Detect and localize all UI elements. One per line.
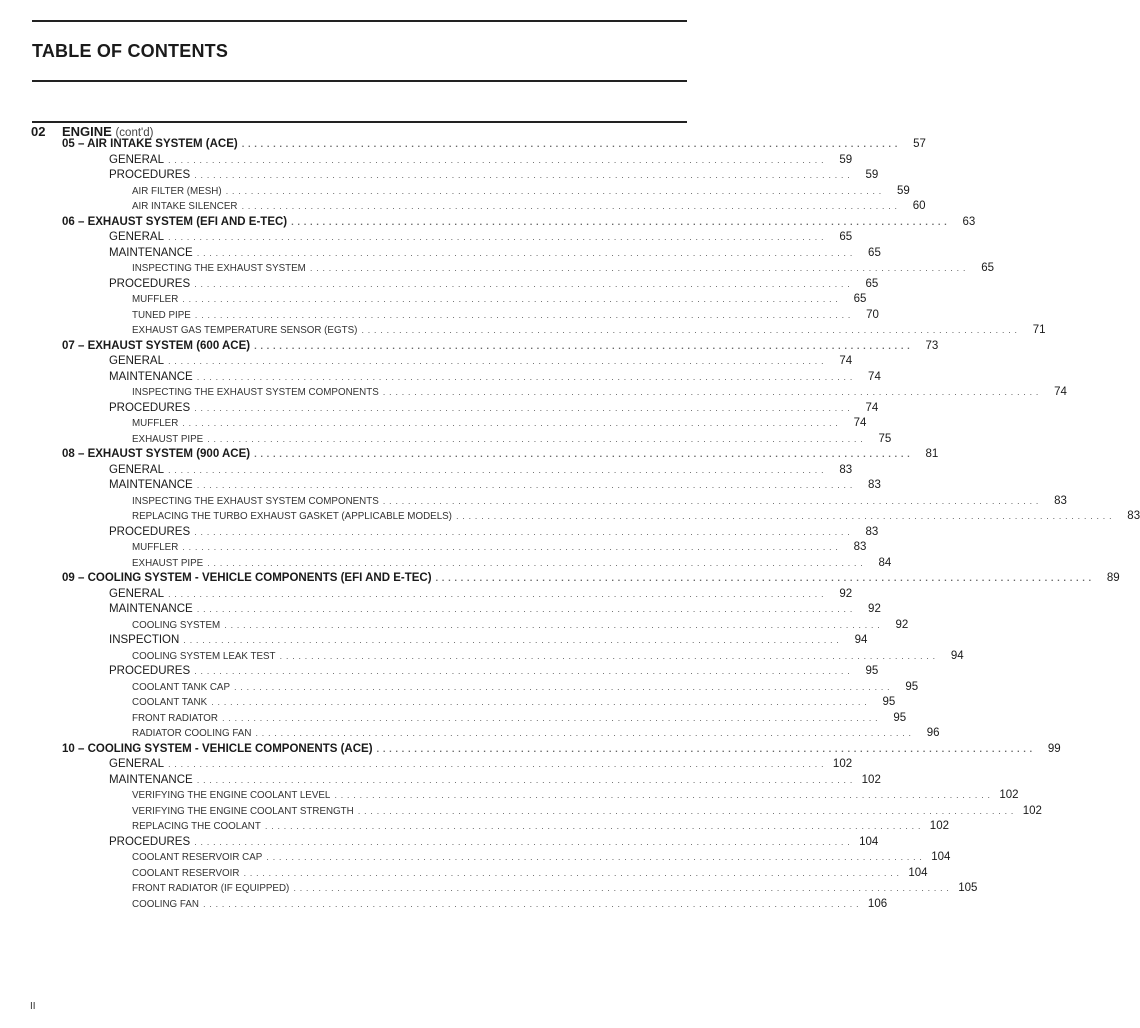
- toc-entry-page: 65: [868, 246, 881, 259]
- toc-entry-page: 65: [839, 231, 853, 243]
- toc-entry-page: 74: [1054, 386, 1067, 398]
- toc-section-entry[interactable]: [109, 634, 868, 650]
- toc-dot-leader: . . . . . . . . . . . . . . . . . . . . . . . . . . . . . . . . . . . . . . . . . . . . . . . . . . . . . . . . . . . . . . . . . . . . . . . . . . . . . . . . . . . . . . . . . . . . . . . . . . . . . . . . .: [207, 557, 864, 569]
- toc-section-entry[interactable]: [109, 277, 879, 294]
- toc-dot-leader: . . . . . . . . . . . . . . . . . . . . . . . . . . . . . . . . . . . . . . . . . . . . . . . . . . . . . . . . . . . . . . . . . . . . . . . . . . . . . . . . . . . . . . . . . . . . . . . . . . . . . . . . .: [435, 573, 1092, 584]
- toc-entry-label: GENERAL: [109, 758, 164, 770]
- toc-chapter-entry[interactable]: [62, 742, 1061, 759]
- toc-dot-leader: . . . . . . . . . . . . . . . . . . . . . . . . . . . . . . . . . . . . . . . . . . . . . . . . . . . . . . . . . . . . . . . . . . . . . . . . . . . . . . . . . . . . . . . . . . . . . . . . . . . . . . . . .: [293, 883, 950, 894]
- toc-entry-label: GENERAL: [109, 153, 164, 166]
- toc-entry-page: 83: [1054, 494, 1067, 507]
- toc-entry-label: REPLACING THE COOLANT: [132, 821, 261, 832]
- section-number: 02: [31, 124, 46, 139]
- toc-dot-leader: . . . . . . . . . . . . . . . . . . . . . . . . . . . . . . . . . . . . . . . . . . . . . . . . . . . . . . . . . . . . . . . . . . . . . . . . . . . . . . . . . . . . . . . . . . . . . . . . . . . . . . . . .: [196, 247, 853, 259]
- toc-section-entry[interactable]: [109, 758, 853, 774]
- toc-entry-page: 73: [925, 339, 939, 352]
- toc-entry-page: 102: [999, 789, 1019, 801]
- toc-dot-leader: . . . . . . . . . . . . . . . . . . . . . . . . . . . . . . . . . . . . . . . . . . . . . . . . . . . . . . . . . . . . . . . . . . . . . . . . . . . . . . . . . . . . . . . . . . . . . . . . . . . . . . . . .: [202, 898, 860, 910]
- toc-dot-leader: . . . . . . . . . . . . . . . . . . . . . . . . . . . . . . . . . . . . . . . . . . . . . . . . . . . . . . . . . . . . . . . . . . . . . . . . . . . . . . . . . . . . . . . . . . . . . . . . . . . . . . . . .: [266, 852, 923, 863]
- toc-dot-leader: . . . . . . . . . . . . . . . . . . . . . . . . . . . . . . . . . . . . . . . . . . . . . . . . . . . . . . . . . . . . . . . . . . . . . . . . . . . . . . . . . . . . . . . . . . . . . . . . . . . . . . . . .: [241, 139, 898, 150]
- toc-section-entry[interactable]: [109, 370, 881, 387]
- toc-section-entry[interactable]: [109, 153, 853, 170]
- toc-dot-leader: . . . . . . . . . . . . . . . . . . . . . . . . . . . . . . . . . . . . . . . . . . . . . . . . . . . . . . . . . . . . . . . . . . . . . . . . . . . . . . . . . . . . . . . . . . . . . . . . . . . . . . . . .: [194, 666, 851, 677]
- toc-section-entry[interactable]: [109, 246, 881, 263]
- toc-entry-label: PROCEDURES: [109, 277, 191, 290]
- toc-entry-page: 94: [854, 634, 868, 646]
- toc-entry-page: 104: [908, 866, 928, 879]
- toc-entry-label: 08 – EXHAUST SYSTEM (900 ACE): [62, 448, 251, 460]
- toc-chapter-entry[interactable]: [62, 572, 1120, 588]
- toc-subsection-entry[interactable]: [132, 866, 928, 883]
- toc-dot-leader: . . . . . . . . . . . . . . . . . . . . . . . . . . . . . . . . . . . . . . . . . . . . . . . . . . . . . . . . . . . . . . . . . . . . . . . . . . . . . . . . . . . . . . . . . . . . . . . . . . . . . . . . .: [361, 325, 1018, 336]
- toc-dot-leader: . . . . . . . . . . . . . . . . . . . . . . . . . . . . . . . . . . . . . . . . . . . . . . . . . . . . . . . . . . . . . . . . . . . . . . . . . . . . . . . . . . . . . . . . . . . . . . . . . . . . . . . . .: [196, 774, 853, 786]
- toc-dot-leader: . . . . . . . . . . . . . . . . . . . . . . . . . . . . . . . . . . . . . . . . . . . . . . . . . . . . . . . . . . . . . . . . . . . . . . . . . . . . . . . . . . . . . . . . . . . . . . . . . . . . . . . . .: [194, 278, 851, 290]
- toc-entry-page: 95: [905, 680, 919, 693]
- toc-entry-page: 65: [981, 262, 994, 274]
- toc-dot-leader: . . . . . . . . . . . . . . . . . . . . . . . . . . . . . . . . . . . . . . . . . . . . . . . . . . . . . . . . . . . . . . . . . . . . . . . . . . . . . . . . . . . . . . . . . . . . . . . . . . . . . . . . .: [194, 402, 851, 414]
- toc-subsection-entry[interactable]: [132, 727, 940, 743]
- toc-dot-leader: . . . . . . . . . . . . . . . . . . . . . . . . . . . . . . . . . . . . . . . . . . . . . . . . . . . . . . . . . . . . . . . . . . . . . . . . . . . . . . . . . . . . . . . . . . . . . . . . . . . . . . . . .: [382, 495, 1039, 507]
- toc-entry-page: 74: [853, 417, 867, 429]
- toc-section-entry[interactable]: [109, 665, 879, 681]
- toc-dot-leader: . . . . . . . . . . . . . . . . . . . . . . . . . . . . . . . . . . . . . . . . . . . . . . . . . . . . . . . . . . . . . . . . . . . . . . . . . . . . . . . . . . . . . . . . . . . . . . . . . . . . . . . . .: [455, 511, 1113, 522]
- toc-entry-page: 104: [859, 835, 879, 848]
- toc-entry-page: 92: [839, 587, 853, 600]
- toc-entry-label: COOLANT RESERVOIR: [132, 867, 240, 879]
- toc-subsection-entry[interactable]: [132, 882, 978, 898]
- toc-entry-label: COOLANT TANK: [132, 697, 208, 708]
- toc-entry-label: COOLING SYSTEM LEAK TEST: [132, 650, 276, 662]
- toc-subsection-entry[interactable]: [132, 556, 892, 573]
- toc-dot-leader: . . . . . . . . . . . . . . . . . . . . . . . . . . . . . . . . . . . . . . . . . . . . . . . . . . . . . . . . . . . . . . . . . . . . . . . . . . . . . . . . . . . . . . . . . . . . . . . . . . . . . . . . .: [167, 232, 825, 243]
- toc-subsection-entry[interactable]: [132, 618, 909, 635]
- toc-subsection-entry[interactable]: [132, 184, 910, 201]
- toc-entry-page: 70: [866, 308, 879, 321]
- toc-subsection-entry[interactable]: [132, 804, 1042, 821]
- toc-dot-leader: . . . . . . . . . . . . . . . . . . . . . . . . . . . . . . . . . . . . . . . . . . . . . . . . . . . . . . . . . . . . . . . . . . . . . . . . . . . . . . . . . . . . . . . . . . . . . . . . . . . . . . . . .: [196, 371, 853, 383]
- toc-entry-page: 99: [1047, 742, 1061, 755]
- toc-entry-label: AIR FILTER (MESH): [132, 185, 222, 197]
- toc-dot-leader: . . . . . . . . . . . . . . . . . . . . . . . . . . . . . . . . . . . . . . . . . . . . . . . . . . . . . . . . . . . . . . . . . . . . . . . . . . . . . . . . . . . . . . . . . . . . . . . . . . . . . . . . .: [243, 867, 900, 879]
- toc-section-entry[interactable]: [109, 355, 853, 371]
- toc-dot-leader: . . . . . . . . . . . . . . . . . . . . . . . . . . . . . . . . . . . . . . . . . . . . . . . . . . . . . . . . . . . . . . . . . . . . . . . . . . . . . . . . . . . . . . . . . . . . . . . . . . . . . . . . .: [254, 449, 911, 460]
- toc-subsection-entry[interactable]: [132, 711, 907, 728]
- toc-subsection-entry[interactable]: [132, 510, 1140, 526]
- toc-section-entry[interactable]: [109, 773, 881, 790]
- toc-dot-leader: . . . . . . . . . . . . . . . . . . . . . . . . . . . . . . . . . . . . . . . . . . . . . . . . . . . . . . . . . . . . . . . . . . . . . . . . . . . . . . . . . . . . . . . . . . . . . . . . . . . . . . . . .: [194, 170, 851, 181]
- toc-subsection-entry[interactable]: [132, 696, 896, 712]
- toc-dot-leader: . . . . . . . . . . . . . . . . . . . . . . . . . . . . . . . . . . . . . . . . . . . . . . . . . . . . . . . . . . . . . . . . . . . . . . . . . . . . . . . . . . . . . . . . . . . . . . . . . . . . . . . . .: [264, 821, 921, 832]
- toc-chapter-entry[interactable]: [62, 448, 939, 464]
- toc-entry-page: 102: [929, 820, 949, 832]
- toc-subsection-entry[interactable]: [132, 262, 994, 278]
- toc-entry-label: VERIFYING THE ENGINE COOLANT STRENGTH: [132, 805, 354, 817]
- toc-entry-label: FRONT RADIATOR: [132, 712, 218, 724]
- toc-dot-leader: . . . . . . . . . . . . . . . . . . . . . . . . . . . . . . . . . . . . . . . . . . . . . . . . . . . . . . . . . . . . . . . . . . . . . . . . . . . . . . . . . . . . . . . . . . . . . . . . . . . . . . . . .: [241, 201, 898, 212]
- toc-section-entry[interactable]: [109, 835, 879, 852]
- toc-entry-page: 102: [861, 773, 881, 786]
- toc-entry-label: INSPECTION: [109, 634, 180, 646]
- toc-entry-label: GENERAL: [109, 355, 164, 367]
- toc-entry-label: MUFFLER: [132, 294, 179, 305]
- toc-section-entry[interactable]: [109, 479, 881, 495]
- toc-entry-page: 74: [868, 370, 881, 383]
- toc-entry-page: 94: [950, 649, 964, 662]
- toc-dot-leader: . . . . . . . . . . . . . . . . . . . . . . . . . . . . . . . . . . . . . . . . . . . . . . . . . . . . . . . . . . . . . . . . . . . . . . . . . . . . . . . . . . . . . . . . . . . . . . . . . . . . . . . . .: [211, 697, 868, 708]
- toc-entry-page: 92: [868, 603, 881, 615]
- toc-section-entry[interactable]: [109, 401, 879, 418]
- page-number: II: [30, 1001, 36, 1012]
- toc-entry-page: 59: [839, 153, 853, 166]
- toc-entry-page: 92: [895, 618, 909, 631]
- toc-dot-leader: . . . . . . . . . . . . . . . . . . . . . . . . . . . . . . . . . . . . . . . . . . . . . . . . . . . . . . . . . . . . . . . . . . . . . . . . . . . . . . . . . . . . . . . . . . . . . . . . . . . . . . . . .: [334, 790, 991, 801]
- toc-entry-label: PROCEDURES: [109, 835, 191, 848]
- toc-subsection-entry[interactable]: [132, 293, 867, 309]
- toc-dot-leader: . . . . . . . . . . . . . . . . . . . . . . . . . . . . . . . . . . . . . . . . . . . . . . . . . . . . . . . . . . . . . . . . . . . . . . . . . . . . . . . . . . . . . . . . . . . . . . . . . . . . . . . . .: [222, 712, 879, 724]
- toc-subsection-entry[interactable]: [132, 789, 1019, 805]
- toc-entry-page: 57: [913, 138, 926, 150]
- toc-entry-page: 102: [1022, 804, 1042, 817]
- toc-section-entry[interactable]: [109, 231, 853, 247]
- section-heading: [62, 124, 153, 139]
- toc-entry-page: 83: [865, 525, 879, 538]
- toc-entry-page: 104: [931, 851, 951, 863]
- toc-dot-leader: . . . . . . . . . . . . . . . . . . . . . . . . . . . . . . . . . . . . . . . . . . . . . . . . . . . . . . . . . . . . . . . . . . . . . . . . . . . . . . . . . . . . . . . . . . . . . . . . . . . . . . . . .: [207, 433, 864, 445]
- toc-entry-label: COOLANT TANK CAP: [132, 681, 230, 693]
- toc-entry-label: MAINTENANCE: [109, 246, 193, 259]
- toc-dot-leader: . . . . . . . . . . . . . . . . . . . . . . . . . . . . . . . . . . . . . . . . . . . . . . . . . . . . . . . . . . . . . . . . . . . . . . . . . . . . . . . . . . . . . . . . . . . . . . . . . . . . . . . . .: [291, 216, 948, 228]
- toc-dot-leader: . . . . . . . . . . . . . . . . . . . . . . . . . . . . . . . . . . . . . . . . . . . . . . . . . . . . . . . . . . . . . . . . . . . . . . . . . . . . . . . . . . . . . . . . . . . . . . . . . . . . . . . . .: [167, 356, 825, 367]
- toc-dot-leader: . . . . . . . . . . . . . . . . . . . . . . . . . . . . . . . . . . . . . . . . . . . . . . . . . . . . . . . . . . . . . . . . . . . . . . . . . . . . . . . . . . . . . . . . . . . . . . . . . . . . . . . . .: [255, 728, 912, 739]
- toc-entry-label: INSPECTING THE EXHAUST SYSTEM: [132, 263, 306, 274]
- toc-entry-label: 10 – COOLING SYSTEM - VEHICLE COMPONENTS (ACE): [62, 742, 373, 755]
- toc-entry-label: TUNED PIPE: [132, 309, 191, 321]
- toc-entry-page: 83: [1127, 510, 1140, 522]
- toc-entry-label: COOLING FAN: [132, 898, 199, 910]
- toc-entry-label: COOLANT RESERVOIR CAP: [132, 852, 263, 863]
- toc-entry-page: 65: [865, 277, 879, 290]
- toc-entry-label: MAINTENANCE: [109, 370, 193, 383]
- toc-entry-label: INSPECTING THE EXHAUST SYSTEM COMPONENTS: [132, 495, 379, 507]
- toc-subsection-entry[interactable]: [132, 541, 867, 557]
- toc-entry-page: 105: [958, 882, 978, 894]
- toc-entry-label: GENERAL: [109, 463, 164, 476]
- toc-dot-leader: . . . . . . . . . . . . . . . . . . . . . . . . . . . . . . . . . . . . . . . . . . . . . . . . . . . . . . . . . . . . . . . . . . . . . . . . . . . . . . . . . . . . . . . . . . . . . . . . . . . . . . . . .: [167, 464, 825, 476]
- toc-entry-page: 65: [853, 293, 867, 305]
- toc-chapter-entry[interactable]: [62, 138, 926, 154]
- toc-entry-page: 81: [925, 448, 939, 460]
- toc-entry-label: 05 – AIR INTAKE SYSTEM (ACE): [62, 138, 238, 150]
- toc-entry-page: 95: [882, 696, 896, 708]
- toc-dot-leader: . . . . . . . . . . . . . . . . . . . . . . . . . . . . . . . . . . . . . . . . . . . . . . . . . . . . . . . . . . . . . . . . . . . . . . . . . . . . . . . . . . . . . . . . . . . . . . . . . . . . . . . . .: [254, 340, 911, 352]
- toc-entry-page: 60: [912, 200, 926, 212]
- toc-subsection-entry[interactable]: [132, 680, 919, 697]
- toc-entry-label: MUFFLER: [132, 418, 179, 429]
- toc-entry-label: COOLING SYSTEM: [132, 619, 221, 631]
- toc-dot-leader: . . . . . . . . . . . . . . . . . . . . . . . . . . . . . . . . . . . . . . . . . . . . . . . . . . . . . . . . . . . . . . . . . . . . . . . . . . . . . . . . . . . . . . . . . . . . . . . . . . . . . . . . .: [382, 387, 1039, 398]
- toc-dot-leader: . . . . . . . . . . . . . . . . . . . . . . . . . . . . . . . . . . . . . . . . . . . . . . . . . . . . . . . . . . . . . . . . . . . . . . . . . . . . . . . . . . . . . . . . . . . . . . . . . . . . . . . . .: [194, 309, 851, 321]
- toc-subsection-entry[interactable]: [132, 494, 1067, 511]
- toc-entry-label: MAINTENANCE: [109, 603, 193, 615]
- section-rule: [32, 121, 687, 123]
- toc-section-entry[interactable]: [109, 463, 853, 480]
- toc-subsection-entry[interactable]: [132, 820, 949, 836]
- toc-section-entry[interactable]: [109, 587, 853, 604]
- toc-entry-label: REPLACING THE TURBO EXHAUST GASKET (APPLICABLE MODELS): [132, 511, 452, 522]
- top-rule: [32, 20, 687, 22]
- toc-dot-leader: . . . . . . . . . . . . . . . . . . . . . . . . . . . . . . . . . . . . . . . . . . . . . . . . . . . . . . . . . . . . . . . . . . . . . . . . . . . . . . . . . . . . . . . . . . . . . . . . . . . . . . . . .: [224, 619, 881, 631]
- toc-entry-label: INSPECTING THE EXHAUST SYSTEM COMPONENTS: [132, 387, 379, 398]
- toc-entry-page: 74: [839, 355, 853, 367]
- toc-entry-label: PROCEDURES: [109, 665, 191, 677]
- toc-subsection-entry[interactable]: [132, 200, 926, 216]
- toc-entry-label: MUFFLER: [132, 542, 179, 553]
- toc-entry-label: MAINTENANCE: [109, 479, 193, 491]
- toc-dot-leader: . . . . . . . . . . . . . . . . . . . . . . . . . . . . . . . . . . . . . . . . . . . . . . . . . . . . . . . . . . . . . . . . . . . . . . . . . . . . . . . . . . . . . . . . . . . . . . . . . . . . . . . . .: [167, 588, 825, 600]
- toc-entry-page: 95: [865, 665, 879, 677]
- toc-entry-label: FRONT RADIATOR (IF EQUIPPED): [132, 883, 290, 894]
- section-title: ENGINE: [62, 124, 112, 139]
- page-title: TABLE OF CONTENTS: [32, 41, 229, 61]
- toc-dot-leader: . . . . . . . . . . . . . . . . . . . . . . . . . . . . . . . . . . . . . . . . . . . . . . . . . . . . . . . . . . . . . . . . . . . . . . . . . . . . . . . . . . . . . . . . . . . . . . . . . . . . . . . . .: [234, 681, 891, 693]
- toc-dot-leader: . . . . . . . . . . . . . . . . . . . . . . . . . . . . . . . . . . . . . . . . . . . . . . . . . . . . . . . . . . . . . . . . . . . . . . . . . . . . . . . . . . . . . . . . . . . . . . . . . . . . . . . . .: [183, 635, 840, 646]
- toc-dot-leader: . . . . . . . . . . . . . . . . . . . . . . . . . . . . . . . . . . . . . . . . . . . . . . . . . . . . . . . . . . . . . . . . . . . . . . . . . . . . . . . . . . . . . . . . . . . . . . . . . . . . . . . . .: [194, 836, 851, 848]
- title-rule: [32, 80, 687, 82]
- toc-chapter-entry[interactable]: [62, 339, 939, 356]
- toc-entry-label: MAINTENANCE: [109, 773, 193, 786]
- toc-section-entry[interactable]: [109, 169, 879, 185]
- toc-entry-label: VERIFYING THE ENGINE COOLANT LEVEL: [132, 790, 331, 801]
- section-continued: (cont'd): [115, 127, 154, 139]
- toc-dot-leader: . . . . . . . . . . . . . . . . . . . . . . . . . . . . . . . . . . . . . . . . . . . . . . . . . . . . . . . . . . . . . . . . . . . . . . . . . . . . . . . . . . . . . . . . . . . . . . . . . . . . . . . . .: [196, 604, 853, 615]
- toc-dot-leader: . . . . . . . . . . . . . . . . . . . . . . . . . . . . . . . . . . . . . . . . . . . . . . . . . . . . . . . . . . . . . . . . . . . . . . . . . . . . . . . . . . . . . . . . . . . . . . . . . . . . . . . . .: [196, 480, 853, 491]
- toc-section-entry[interactable]: [109, 603, 881, 619]
- toc-dot-leader: . . . . . . . . . . . . . . . . . . . . . . . . . . . . . . . . . . . . . . . . . . . . . . . . . . . . . . . . . . . . . . . . . . . . . . . . . . . . . . . . . . . . . . . . . . . . . . . . . . . . . . . . .: [279, 650, 936, 662]
- toc-chapter-entry[interactable]: [62, 215, 976, 232]
- toc-subsection-entry[interactable]: [132, 324, 1046, 340]
- toc-dot-leader: . . . . . . . . . . . . . . . . . . . . . . . . . . . . . . . . . . . . . . . . . . . . . . . . . . . . . . . . . . . . . . . . . . . . . . . . . . . . . . . . . . . . . . . . . . . . . . . . . . . . . . . . .: [225, 185, 882, 197]
- toc-entry-page: 83: [868, 479, 881, 491]
- toc-entry-page: 96: [926, 727, 940, 739]
- toc-entry-page: 59: [896, 184, 910, 197]
- toc-subsection-entry[interactable]: [132, 417, 867, 433]
- toc-entry-page: 102: [832, 758, 853, 770]
- toc-dot-leader: . . . . . . . . . . . . . . . . . . . . . . . . . . . . . . . . . . . . . . . . . . . . . . . . . . . . . . . . . . . . . . . . . . . . . . . . . . . . . . . . . . . . . . . . . . . . . . . . . . . . . . . . .: [167, 759, 825, 770]
- toc-section-entry[interactable]: [109, 525, 879, 542]
- toc-dot-leader: . . . . . . . . . . . . . . . . . . . . . . . . . . . . . . . . . . . . . . . . . . . . . . . . . . . . . . . . . . . . . . . . . . . . . . . . . . . . . . . . . . . . . . . . . . . . . . . . . . . . . . . . .: [194, 526, 851, 538]
- toc-dot-leader: . . . . . . . . . . . . . . . . . . . . . . . . . . . . . . . . . . . . . . . . . . . . . . . . . . . . . . . . . . . . . . . . . . . . . . . . . . . . . . . . . . . . . . . . . . . . . . . . . . . . . . . . .: [182, 542, 839, 553]
- toc-dot-leader: . . . . . . . . . . . . . . . . . . . . . . . . . . . . . . . . . . . . . . . . . . . . . . . . . . . . . . . . . . . . . . . . . . . . . . . . . . . . . . . . . . . . . . . . . . . . . . . . . . . . . . . . .: [182, 418, 839, 429]
- toc-dot-leader: . . . . . . . . . . . . . . . . . . . . . . . . . . . . . . . . . . . . . . . . . . . . . . . . . . . . . . . . . . . . . . . . . . . . . . . . . . . . . . . . . . . . . . . . . . . . . . . . . . . . . . . . .: [357, 805, 1014, 817]
- toc-entry-label: RADIATOR COOLING FAN: [132, 728, 252, 739]
- toc-subsection-entry[interactable]: [132, 386, 1067, 402]
- toc-entry-label: EXHAUST PIPE: [132, 433, 204, 445]
- toc-entry-page: 59: [865, 169, 879, 181]
- toc-entry-label: PROCEDURES: [109, 401, 191, 414]
- toc-subsection-entry[interactable]: [132, 432, 892, 449]
- toc-entry-page: 75: [878, 432, 892, 445]
- toc-entry-page: 71: [1032, 324, 1046, 336]
- toc-subsection-entry[interactable]: [132, 308, 879, 325]
- toc-entry-page: 89: [1106, 572, 1120, 584]
- toc-dot-leader: . . . . . . . . . . . . . . . . . . . . . . . . . . . . . . . . . . . . . . . . . . . . . . . . . . . . . . . . . . . . . . . . . . . . . . . . . . . . . . . . . . . . . . . . . . . . . . . . . . . . . . . . .: [376, 743, 1033, 755]
- toc-entry-label: 09 – COOLING SYSTEM - VEHICLE COMPONENTS (EFI AND E-TEC): [62, 572, 432, 584]
- toc-entry-label: 07 – EXHAUST SYSTEM (600 ACE): [62, 339, 251, 352]
- toc-entry-page: 83: [853, 541, 867, 553]
- toc-entry-label: EXHAUST GAS TEMPERATURE SENSOR (EGTS): [132, 325, 358, 336]
- toc-entry-label: GENERAL: [109, 587, 164, 600]
- toc-dot-leader: . . . . . . . . . . . . . . . . . . . . . . . . . . . . . . . . . . . . . . . . . . . . . . . . . . . . . . . . . . . . . . . . . . . . . . . . . . . . . . . . . . . . . . . . . . . . . . . . . . . . . . . . .: [309, 263, 966, 274]
- toc-entry-label: AIR INTAKE SILENCER: [132, 201, 238, 212]
- toc-entry-page: 95: [893, 711, 907, 724]
- toc-entry-label: GENERAL: [109, 231, 164, 243]
- toc-entry-label: PROCEDURES: [109, 169, 191, 181]
- toc-entry-page: 74: [865, 401, 879, 414]
- toc-subsection-entry[interactable]: [132, 851, 951, 867]
- toc-entry-label: EXHAUST PIPE: [132, 557, 204, 569]
- toc-entry-page: 106: [867, 897, 888, 910]
- toc-subsection-entry[interactable]: [132, 649, 964, 666]
- toc-entry-label: 06 – EXHAUST SYSTEM (EFI AND E-TEC): [62, 215, 288, 228]
- toc-entry-page: 84: [878, 556, 892, 569]
- toc-entry-page: 83: [839, 463, 853, 476]
- toc-subsection-entry[interactable]: [132, 897, 888, 914]
- toc-dot-leader: . . . . . . . . . . . . . . . . . . . . . . . . . . . . . . . . . . . . . . . . . . . . . . . . . . . . . . . . . . . . . . . . . . . . . . . . . . . . . . . . . . . . . . . . . . . . . . . . . . . . . . . . .: [182, 294, 839, 305]
- toc-entry-page: 63: [962, 215, 976, 228]
- toc-entry-label: PROCEDURES: [109, 525, 191, 538]
- toc-dot-leader: . . . . . . . . . . . . . . . . . . . . . . . . . . . . . . . . . . . . . . . . . . . . . . . . . . . . . . . . . . . . . . . . . . . . . . . . . . . . . . . . . . . . . . . . . . . . . . . . . . . . . . . . .: [167, 154, 825, 166]
